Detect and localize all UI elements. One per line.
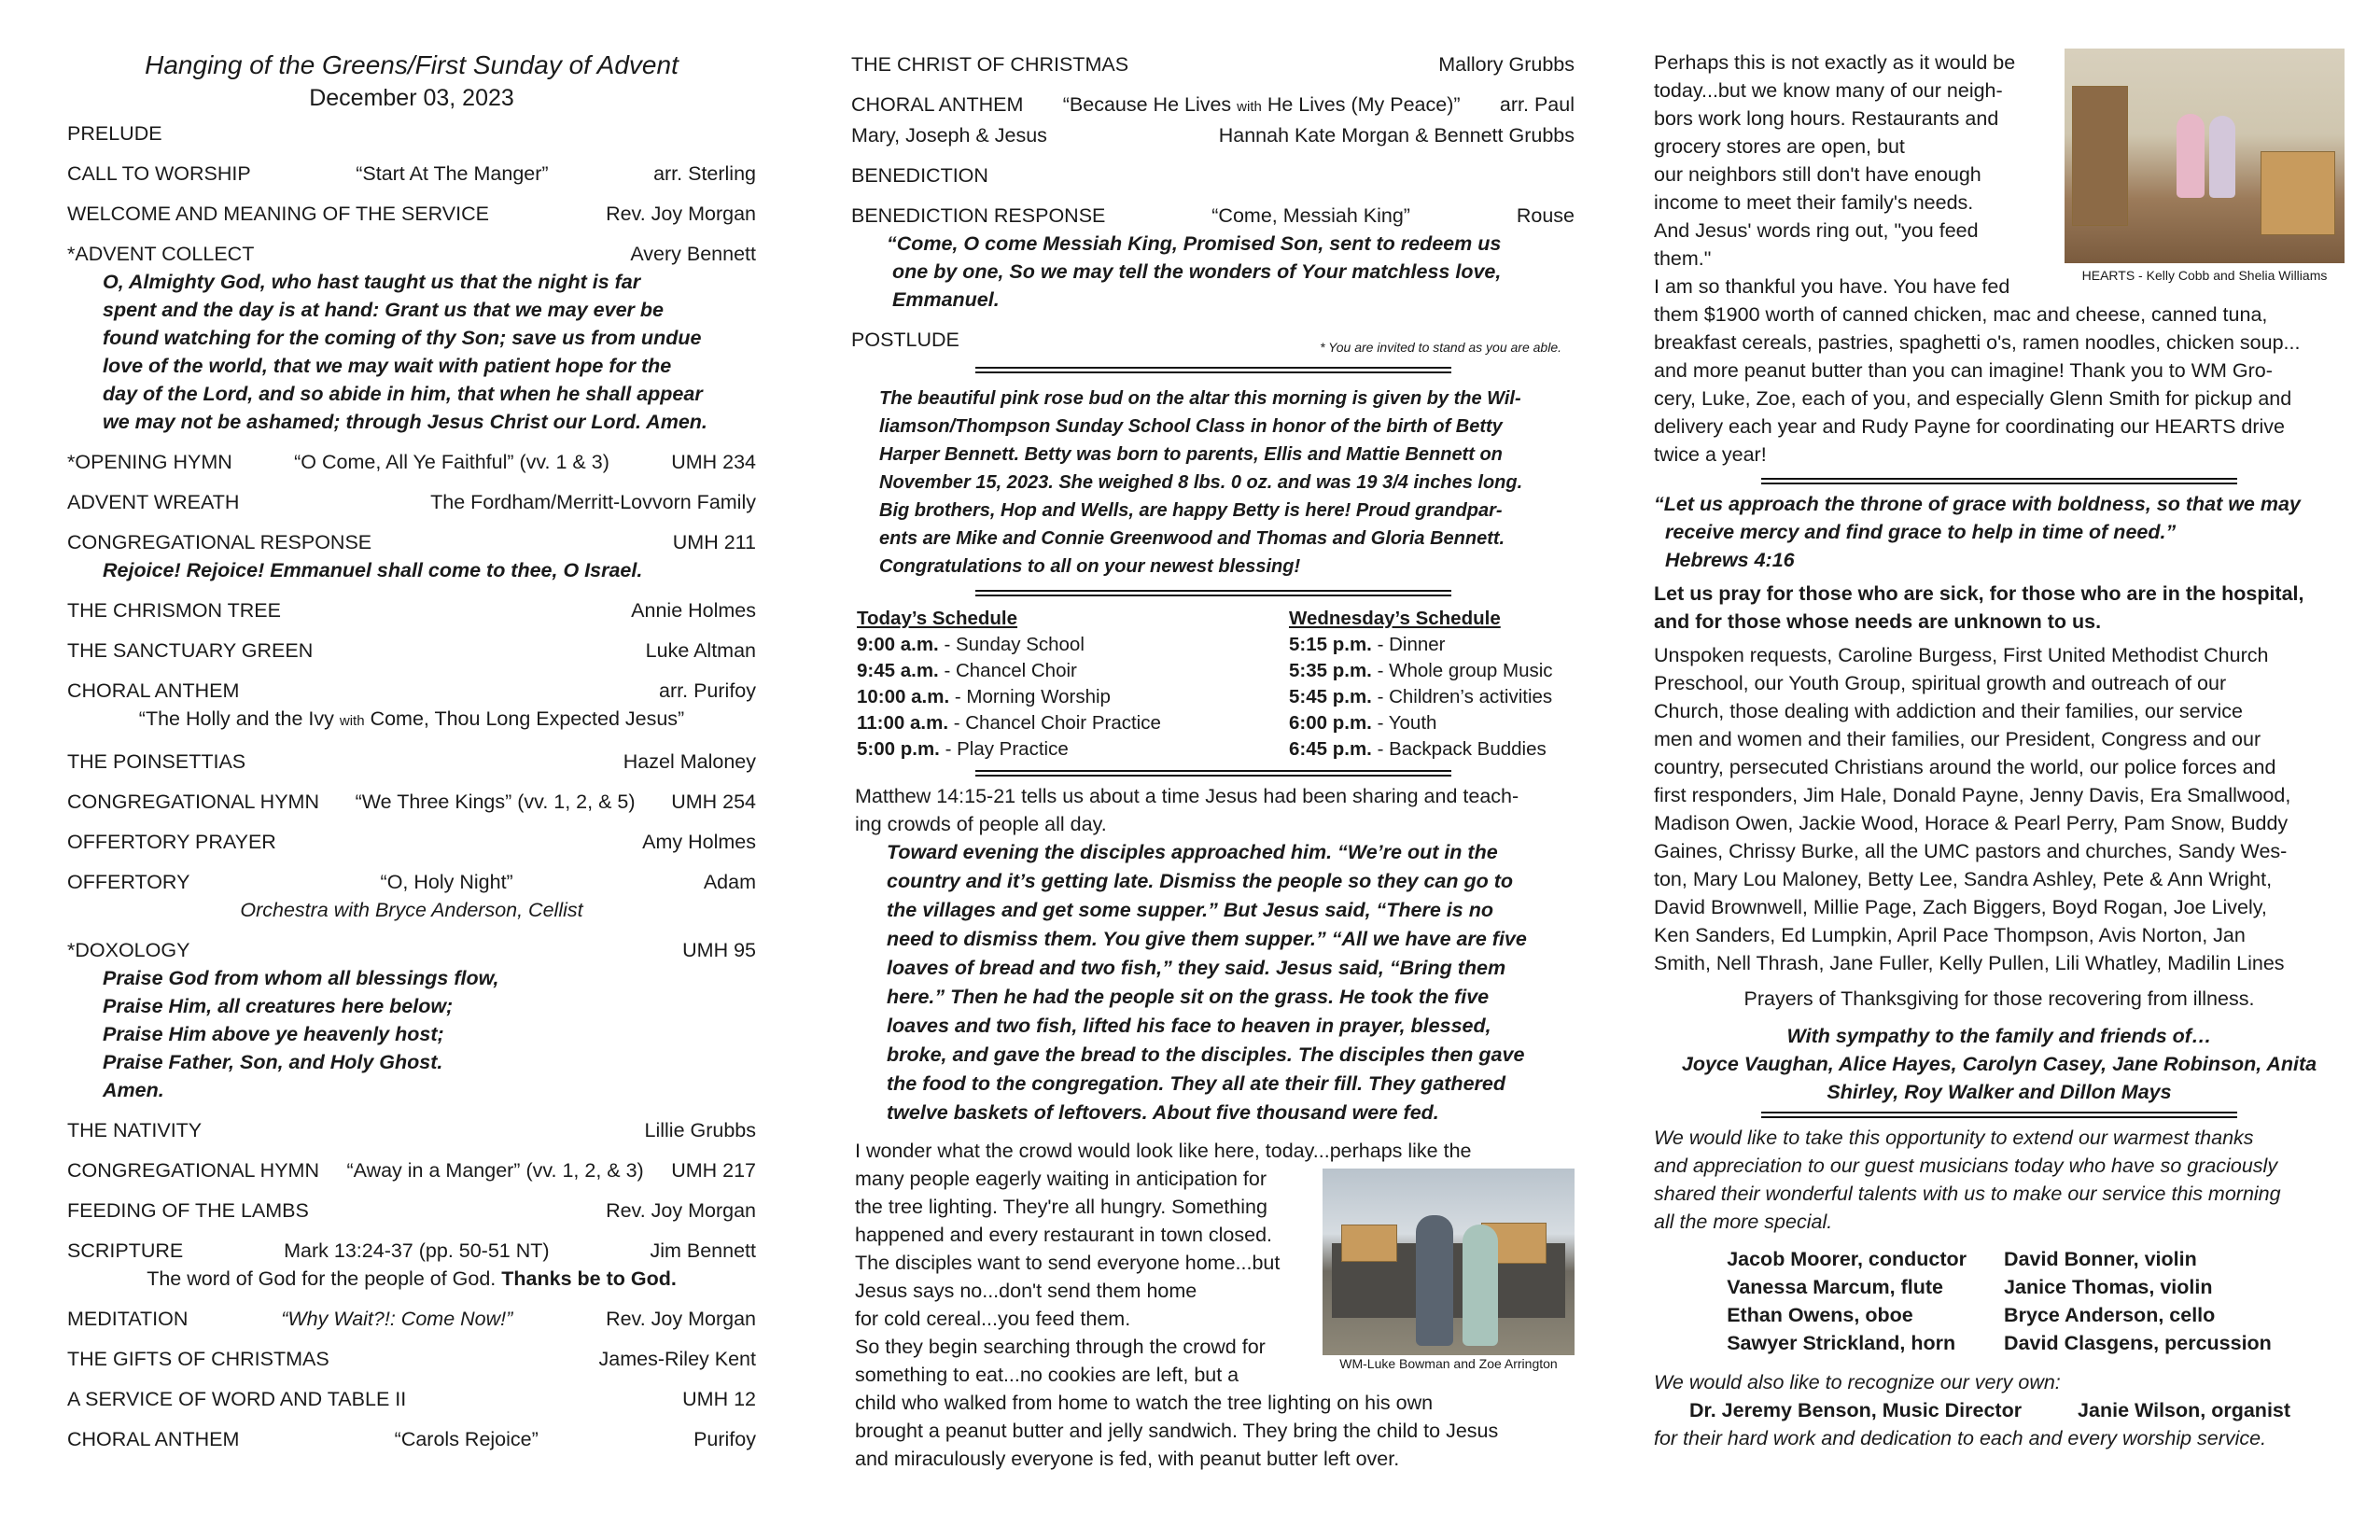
choral-anthem-2: CHORAL ANTHEM “Carols Rejoice” Purifoy — [67, 1428, 756, 1450]
hearts-section: HEARTS - Kelly Cobb and Shelia Williams Perhaps this is not exactly as it would be today...but we know many of our neigh- bors work long hours. Restaurants and grocery stores are open, but our neighbors still don't have enough income to meet their family's needs. And Jesus' words ring out, "you feed them." I am so thankful you have. You have fed them $1900 worth of canned chicken, mac and cheese, canned tuna, breakfast cereals, pastries, spaghetti o's, ramen noodles, chicken soup... and more peanut butter than you can imagine! Thank you to WM Gro- cery, Luke, Zoe, each of you, and especially Glenn Smith for pickup and delivery each year and Rudy Payne for coordinating our HEARTS drive twice a year! — [1654, 49, 2345, 469]
advent-collect: *ADVENT COLLECT Avery Bennett — [67, 243, 756, 265]
schedules — [851, 602, 1575, 764]
opening-hymn: *OPENING HYMN “O Come, All Ye Faithful” (vv. 1 & 3) UMH 234 — [67, 451, 756, 473]
scripture: SCRIPTURE Mark 13:24-37 (pp. 50-51 NT) Jim Bennett — [67, 1239, 756, 1262]
doxology: *DOXOLOGY UMH 95 — [67, 939, 756, 961]
truck-photo-caption: WM-Luke Bowman and Zoe Arrington — [1339, 1356, 1558, 1371]
choral-anthem-3-performers: Mary, Joseph & Jesus Hannah Kate Morgan & Bennett Grubbs — [851, 124, 1575, 147]
congregational-response: CONGREGATIONAL RESPONSE UMH 211 — [67, 531, 756, 553]
truck-photo — [1323, 1169, 1575, 1355]
sanctuary-green: THE SANCTUARY GREEN Luke Altman — [67, 639, 756, 662]
schedule-item: 10:00 a.m. - Morning Worship — [857, 686, 1111, 707]
prayer-list: Unspoken requests, Caroline Burgess, First United Methodist Church Preschool, our Youth Group, spiritual growth and outreach of our Church, those dealing with addiction and their families, our service men and women and their families, our President, Congress and our country, persecuted Christians around the world, our police forces and first responders, Jim Hale, Donald Payne, Jenny Davis, Era Smallwood, Madison Owen, Jackie Wood, Horace & Pearl Perry, Pam Snow, Buddy Gaines, Chrissy Burke, all the UMC pastors and churches, Sandy Wes- ton, Mary Lou Maloney, Betty Lee, Sandra Ashley, Pete & Ann Wright, David Brownwell, Millie Page, Zach Biggers, Boyd Rogan, Joe Lively, Ken Sanders, Ed Lumpkin, April Pace Thompson, Avis Norton, Jan Smith, Nell Thrash, Jane Fuller, Kelly Pullen, Lili Whatley, Madilin Lines — [1654, 644, 2291, 974]
guest-musicians-thanks: We would like to take this opportunity to extend our warmest thanks and appreciation to our guest musicians today who have so graciously shared their wonderful talents with us to make our service this morning all the more special. — [1654, 1127, 2281, 1233]
truck-photo-block — [1323, 1169, 1575, 1372]
welcome: WELCOME AND MEANING OF THE SERVICE Rev. Joy Morgan — [67, 203, 756, 225]
order-of-worship-column — [67, 45, 756, 1453]
hebrews-quote: “Let us approach the throne of grace with boldness, so that we may receive mercy and find grace to help in time of need.” Hebrews 4:16 — [1654, 493, 2301, 571]
musicians-left: Jacob Moorer, conductor Vanessa Marcum, flute Ethan Owens, oboe Sawyer Strickland, horn — [1727, 1248, 1967, 1354]
benediction-text: “Come, O come Messiah King, Promised Son, sent to redeem us one by one, So we may tell the wonders of Your matchless love, Emmanuel. — [887, 232, 1502, 311]
postlude: POSTLUDE — [851, 329, 959, 351]
hearts-photo-block — [2065, 49, 2345, 284]
musicians-right: David Bonner, violin Janice Thomas, violin Bryce Anderson, cello David Clasgens, percussion — [2004, 1248, 2272, 1354]
divider — [975, 770, 1451, 777]
feeding-of-the-lambs: FEEDING OF THE LAMBS Rev. Joy Morgan — [67, 1199, 756, 1222]
schedule-item: 5:45 p.m. - Children’s activities — [1289, 686, 1553, 707]
matthew-passage: Toward evening the disciples approached him. “We’re out in the country and it’s getting late. Dismiss the people so they can go to the villages and get some supper.” But Jesus said, “There is no need to dismiss them. You give them supper.” “All we have are five loaves of bread and two fish,” they said. Jesus said, “Bring them here.” Then he had the people sit on the grass. He took the five loaves and two fish, lifted his face to heaven in prayer, blessed, broke, and gave the bread to the disciples. The disciples then gave the food to the congregation. They all ate their fill. They gathered twelve baskets of leftovers. About five thousand were fed. — [887, 841, 1527, 1124]
matthew-intro: Matthew 14:15-21 tells us about a time Jesus had been sharing and teach- ing crowds of people all day. — [855, 785, 1519, 835]
divider — [975, 367, 1451, 373]
offertory: OFFERTORY “O, Holy Night” Adam — [67, 871, 756, 893]
schedule-item: 5:00 p.m. - Play Practice — [857, 738, 1069, 760]
schedule-item: 6:00 p.m. - Youth — [1289, 712, 1437, 734]
middle-column — [851, 45, 1575, 1473]
call-to-worship: CALL TO WORSHIP “Start At The Manger” arr. Sterling — [67, 162, 756, 185]
bulletin-title: Hanging of the Greens/First Sunday of Advent — [145, 50, 679, 79]
choral-anthem-1: CHORAL ANTHEM arr. Purifoy — [67, 679, 756, 702]
schedule-item: 5:35 p.m. - Whole group Music — [1289, 660, 1553, 681]
doxology-text: Praise God from whom all blessings flow, Praise Him, all creatures here below; Praise Him above ye heavenly host; Praise Father, Son, and Holy Ghost. Amen. — [103, 967, 499, 1101]
divider — [975, 590, 1451, 596]
response-line: Rejoice! Rejoice! Emmanuel shall come to thee, O Israel. — [103, 559, 643, 581]
advent-wreath: ADVENT WREATH The Fordham/Merritt-Lovvorn Family — [67, 491, 756, 513]
thanksgiving-prayers: Prayers of Thanksgiving for those recovering from illness. — [1743, 987, 2255, 1010]
scripture-response: The word of God for the people of God. Thanks be to God. — [147, 1267, 677, 1290]
schedule-item: 6:45 p.m. - Backpack Buddies — [1289, 738, 1547, 760]
today-schedule: Today’s Schedule 9:00 a.m. - Sunday School 9:45 a.m. - Chancel Choir 10:00 a.m. - Morning Worship 11:00 a.m. - Chancel Choir Practice 5:00 p.m. - Play Practice — [857, 606, 1267, 763]
collect-prayer: O, Almighty God, who hast taught us that the night is far spent and the day is at hand: Grant us that we may ever be found watching for the coming of thy Son; save us from undue love of the world, that we may wait with patient hope for the day of the Lord, and so abide in him, that when he shall appear we may not be ashamed; through Jesus Christ our Lord. Amen. — [103, 271, 707, 433]
meditation: MEDITATION “Why Wait?!: Come Now!” Rev. Joy Morgan — [67, 1308, 756, 1330]
right-column — [1654, 45, 2345, 1452]
gifts-of-christmas: THE GIFTS OF CHRISTMAS James-Riley Kent — [67, 1348, 756, 1370]
choral-anthem-3: CHORAL ANTHEM “Because He Lives with He Lives (My Peace)” arr. Paul — [851, 93, 1575, 116]
sympathy: With sympathy to the family and friends of… Joyce Vaughan, Alice Hayes, Carolyn Casey, Jane Robinson, Anita Shirley, Roy Walker and Dillon Mays — [1681, 1025, 2317, 1103]
schedule-item: 9:00 a.m. - Sunday School — [857, 634, 1085, 655]
schedule-item: 9:45 a.m. - Chancel Choir — [857, 660, 1077, 681]
recognize-intro: We would also like to recognize our very own: — [1654, 1371, 2061, 1393]
hearts-photo — [2065, 49, 2345, 263]
reflection: I wonder what the crowd would look like here, today...perhaps like the WM-Luke Bowman and Zoe Arrington many people eagerly waiting in anticipation for the tree lighting. They're all hungry. Something happened and every restaurant in town closed. The disciples want to send everyone home...but Jesus says no...don't send them home for cold cereal...you feed them. So they begin searching through the crowd for something to eat...no cookies are left, but a child who walked from home to watch the tree lighting on his own brought a peanut butter and jelly sandwich. They bring the child to Jesus and miraculously everyone is fed, with peanut butter left over. — [851, 1137, 1575, 1473]
christ-of-christmas: THE CHRIST OF CHRISTMAS Mallory Grubbs — [851, 53, 1575, 76]
guest-musicians — [1654, 1245, 2345, 1357]
divider — [1761, 478, 2237, 484]
divider — [1761, 1112, 2237, 1118]
rose-announcement: The beautiful pink rose bud on the altar this morning is given by the Wil- liamson/Thompson Sunday School Class in honor of the birth of Betty Harper Bennett. Betty was born to parents, Ellis and Mattie Bennett on November 15, 2023. She weighed 8 lbs. 0 oz. and was 19 3/4 inches long. Big brothers, Hop and Wells, are happy Betty is here! Proud grandpar- ents are Mike and Connie Greenwood and Thomas and Gloria Bennett. Congratulations to all on your newest blessing! — [879, 388, 1523, 577]
congregational-hymn-2: CONGREGATIONAL HYMN “Away in a Manger” (vv. 1, 2, & 3) UMH 217 — [67, 1159, 756, 1182]
closing-thanks: for their hard work and dedication to each and every worship service. — [1654, 1427, 2267, 1449]
bulletin-date: December 03, 2023 — [309, 85, 514, 111]
word-and-table: A SERVICE OF WORD AND TABLE II UMH 12 — [67, 1388, 756, 1410]
schedule-item: 11:00 a.m. - Chancel Choir Practice — [857, 712, 1161, 734]
offertory-prayer: OFFERTORY PRAYER Amy Holmes — [67, 831, 756, 853]
stand-note: * You are invited to stand as you are able. — [1320, 340, 1561, 355]
prelude: PRELUDE — [67, 122, 162, 145]
prayer-intro: Let us pray for those who are sick, for those who are in the hospital, and for those whose needs are unknown to us. — [1654, 582, 2304, 633]
offertory-performer: Orchestra with Bryce Anderson, Cellist — [240, 899, 583, 921]
schedule-item: 5:15 p.m. - Dinner — [1289, 634, 1446, 655]
hearts-photo-caption: HEARTS - Kelly Cobb and Shelia Williams — [2081, 268, 2328, 283]
wednesday-schedule: Wednesday’s Schedule 5:15 p.m. - Dinner 5:35 p.m. - Whole group Music 5:45 p.m. - Children’s activities 6:00 p.m. - Youth 6:45 p.m. - Backpack Buddies — [1289, 606, 1569, 763]
anthem-1-title: “The Holly and the Ivy with Come, Thou Long Expected Jesus” — [138, 707, 685, 730]
chrismon-tree: THE CHRISMON TREE Annie Holmes — [67, 599, 756, 622]
poinsettias: THE POINSETTIAS Hazel Maloney — [67, 750, 756, 773]
nativity: THE NATIVITY Lillie Grubbs — [67, 1119, 756, 1141]
congregational-hymn-1: CONGREGATIONAL HYMN “We Three Kings” (vv. 1, 2, & 5) UMH 254 — [67, 791, 756, 813]
benediction-response: BENEDICTION RESPONSE “Come, Messiah King” Rouse — [851, 204, 1575, 227]
benediction: BENEDICTION — [851, 164, 988, 187]
staff-names: Dr. Jeremy Benson, Music Director Janie Wilson, organist — [1689, 1399, 2291, 1421]
